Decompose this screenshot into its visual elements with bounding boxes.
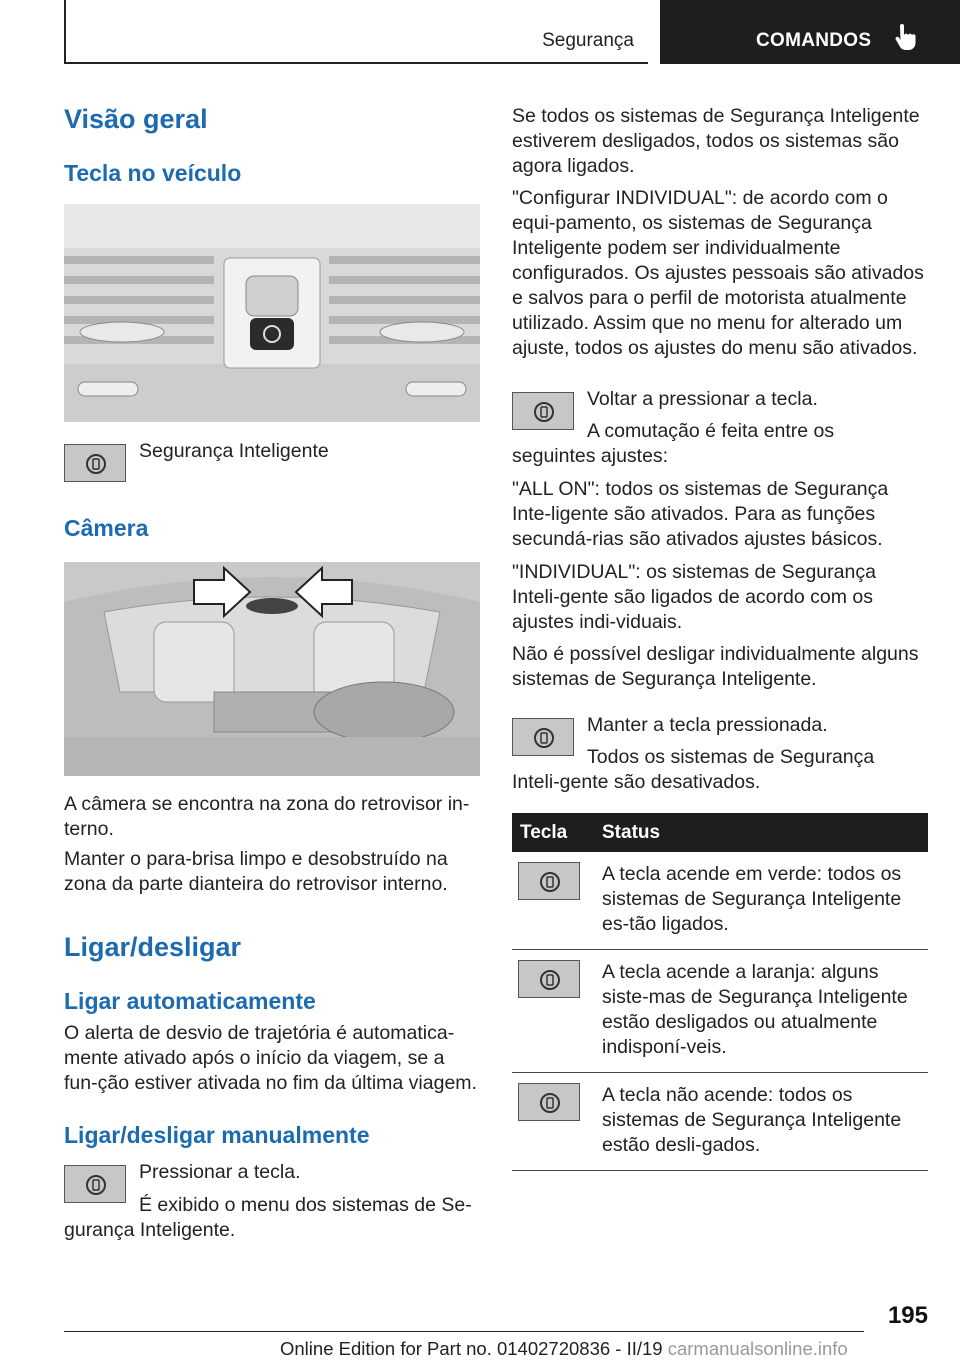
camera-paragraph-1: A câmera se encontra na zona do retrovisor in-terno. [64, 793, 470, 840]
title-onoff: Ligar/desligar [64, 932, 242, 962]
safety-button-icon [64, 444, 126, 482]
note-paragraph: Não é possível desligar individualmente alguns sistemas de Segurança Inteligente. [512, 643, 919, 690]
subtitle-button: Tecla no veículo [64, 160, 242, 186]
footer-line [64, 1331, 864, 1332]
footer-edition-text: Online Edition for Part no. 01402720836 - II/19 [280, 1338, 663, 1359]
status-table [512, 813, 928, 1171]
header-line [64, 62, 648, 64]
auto-paragraph: O alerta de desvio de trajetória é automatica-mente ativado após o início da viagem, se a fun-ção estiver ativada no fim da última viagem. [64, 1022, 477, 1094]
header-tab-label: COMANDOS [756, 30, 872, 51]
hand-pointer-icon [894, 24, 916, 55]
table-row [512, 1073, 928, 1171]
manual-step: Pressionar a tecla. [139, 1161, 301, 1183]
table-row [512, 852, 928, 950]
footer-edition [280, 1338, 848, 1360]
header-rule [64, 0, 66, 64]
step2-paragraph: A comutação é feita entre os seguintes ajustes: [512, 420, 835, 467]
subtitle-auto: Ligar automaticamente [64, 988, 316, 1014]
table-row [512, 950, 928, 1073]
camera-paragraph-2: Manter o para-brisa limpo e desobstruído na zona da parte dianteira do retrovisor interno. [64, 848, 448, 895]
safety-button-icon [518, 862, 580, 900]
status-text: A tecla não acende: todos os sistemas de Segurança Inteligente estão desli-gados. [594, 1073, 928, 1171]
dashboard-button-illustration [64, 204, 480, 422]
camera-illustration [64, 562, 480, 776]
subtitle-camera: Câmera [64, 515, 149, 541]
page-number: 195 [887, 1302, 928, 1329]
table-header-status: Status [594, 813, 928, 852]
status-text: A tecla acende em verde: todos os sistemas de Segurança Inteligente es-tão ligados. [594, 852, 928, 950]
safety-button-icon [518, 960, 580, 998]
step3: Manter a tecla pressionada. [587, 714, 828, 736]
manual-paragraph: É exibido o menu dos sistemas de Se-gurança Inteligente. [64, 1194, 472, 1241]
title-overview: Visão geral [64, 104, 208, 134]
subtitle-manual: Ligar/desligar manualmente [64, 1122, 370, 1148]
table-header-key: Tecla [512, 813, 594, 852]
right-paragraph-1: Se todos os sistemas de Segurança Inteligente estiverem desligados, todos os sistemas são agora ligados. [512, 105, 920, 177]
safety-button-icon [518, 1083, 580, 1121]
button-caption: Segurança Inteligente [139, 440, 329, 462]
individual-paragraph: "INDIVIDUAL": os sistemas de Segurança Inteli-gente são ligados de acordo com os ajustes indi-viduais. [512, 561, 876, 633]
step3-paragraph: Todos os sistemas de Segurança Inteli-gente são desativados. [512, 746, 875, 793]
header-tab [660, 0, 960, 64]
right-paragraph-2: "Configurar INDIVIDUAL": de acordo com o equi-pamento, os sistemas de Segurança Inteligente podem ser individualmente configurados. Os ajustes pessoais são ativados e salvos para o perfil de motorista atualmente utilizado. Assim que no menu for alterado um ajuste, todos os ajustes do menu são ativados. [512, 187, 924, 359]
allon-paragraph: "ALL ON": todos os sistemas de Segurança Inte-ligente são ativados. Para as funções secundá-rias são ativados ajustes básicos. [512, 478, 889, 550]
step2: Voltar a pressionar a tecla. [587, 388, 818, 410]
status-text: A tecla acende a laranja: alguns siste-mas de Segurança Inteligente estão desligados ou atualmente indisponí-veis. [594, 950, 928, 1073]
header-section: Segurança [542, 30, 634, 51]
footer-watermark: carmanualsonline.info [667, 1338, 848, 1359]
